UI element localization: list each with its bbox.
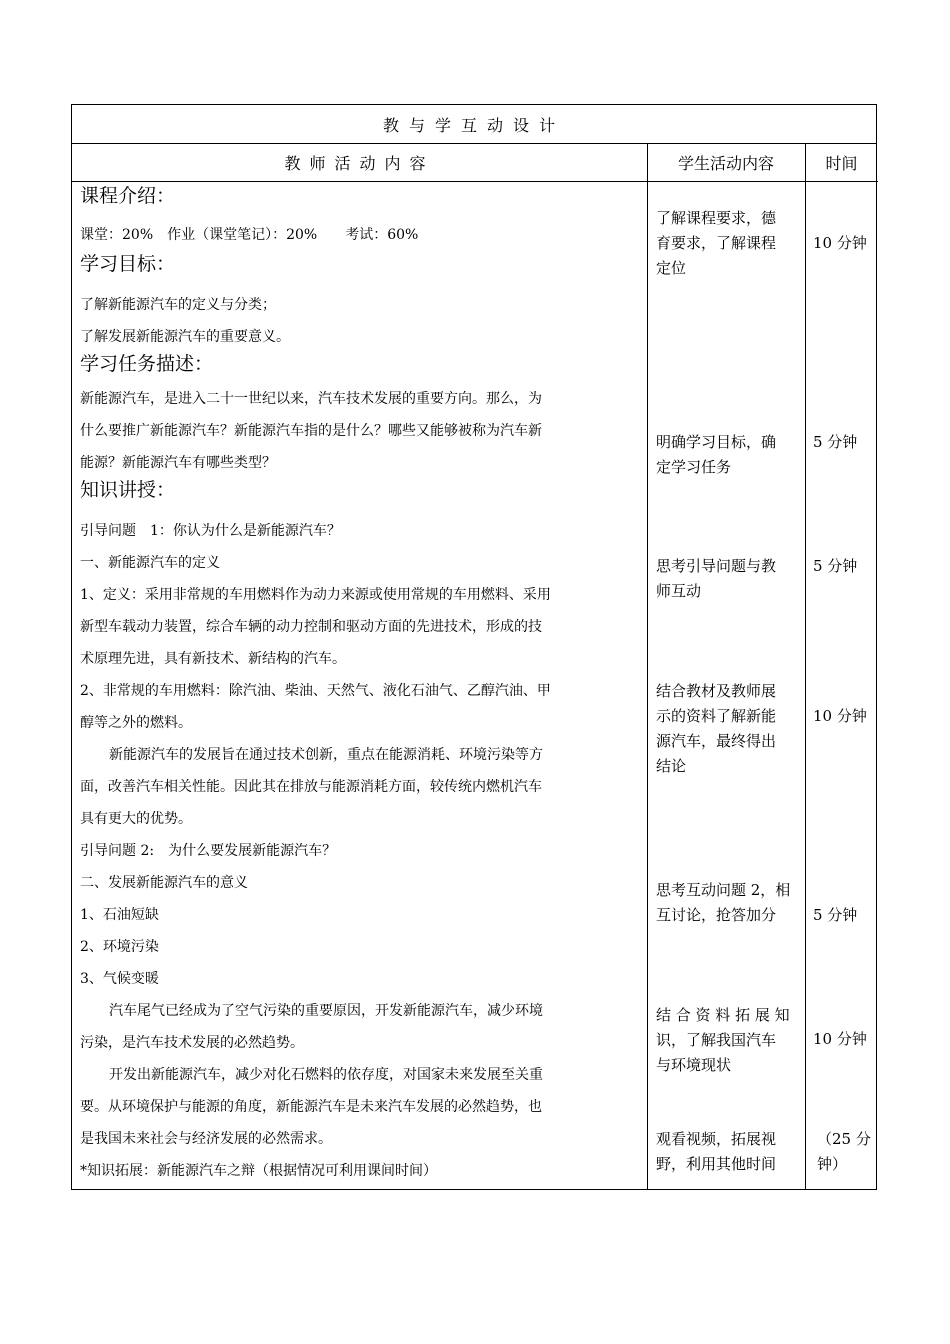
section-title: 一、新能源汽车的定义	[80, 555, 220, 571]
student-activity: 思考互动问题 2，相 互讨论，抢答加分	[656, 881, 791, 924]
column-divider	[647, 143, 648, 1189]
list-item: 3、气候变暖	[80, 971, 159, 987]
header-time: 时间	[805, 143, 878, 182]
list-item: 2、环境污染	[80, 939, 159, 955]
teacher-activity-content	[80, 181, 640, 1187]
paragraph-line: 1、定义：采用非常规的车用燃料作为动力来源或使用常规的车用燃料、采用	[80, 587, 551, 603]
time-cell: 10 分钟	[813, 234, 867, 252]
paragraph-line: 醇等之外的燃料。	[80, 715, 192, 731]
time-cell: 5 分钟	[813, 433, 858, 451]
student-activity: 明确学习目标，确 定学习任务	[656, 433, 777, 476]
goal-item: 了解新能源汽车的定义与分类；	[80, 297, 276, 313]
heading-knowledge: 知识讲授：	[80, 479, 176, 501]
paragraph-line: 术原理先进，具有新技术、新结构的汽车。	[80, 651, 346, 667]
student-activity: 了解课程要求，德 育要求，了解课程 定位	[656, 209, 777, 277]
student-activity: 观看视频，拓展视 野，利用其他时间	[656, 1130, 777, 1173]
paragraph-line: 面，改善汽车相关性能。因此其在排放与能源消耗方面，较传统内燃机汽车	[80, 779, 542, 795]
time-cell: 5 分钟	[813, 906, 858, 924]
paragraph-line: 新型车载动力装置，综合车辆的动力控制和驱动方面的先进技术，形成的技	[80, 619, 542, 635]
time-cell: 10 分钟	[813, 1030, 867, 1048]
paragraph-line: 具有更大的优势。	[80, 811, 192, 827]
knowledge-extension: *知识拓展：新能源汽车之辩（根据情况可利用课间时间）	[80, 1163, 437, 1179]
student-activity: 结合教材及教师展 示的资料了解新能 源汽车，最终得出 结论	[656, 682, 777, 775]
time-cell: （25 分 钟）	[817, 1130, 871, 1173]
table-title: 教与学互动设计	[72, 105, 876, 144]
paragraph-line: 2、非常规的车用燃料：除汽油、柴油、天然气、液化石油气、乙醇汽油、甲	[80, 683, 551, 699]
goal-item: 了解发展新能源汽车的重要意义。	[80, 329, 290, 345]
time-cell: 10 分钟	[813, 707, 867, 725]
paragraph-line: 什么要推广新能源汽车？新能源汽车指的是什么？哪些又能够被称为汽车新	[80, 423, 542, 439]
paragraph-line: 是我国未来社会与经济发展的必然需求。	[80, 1131, 332, 1147]
time-cell: 5 分钟	[813, 557, 858, 575]
paragraph-line: 要。从环境保护与能源的角度，新能源汽车是未来汽车发展的必然趋势，也	[80, 1099, 542, 1115]
paragraph-line: 能源？新能源汽车有哪些类型？	[80, 455, 276, 471]
guiding-question: 引导问题 1：你认为什么是新能源汽车？	[80, 523, 341, 539]
paragraph-line: 新能源汽车的发展旨在通过技术创新，重点在能源消耗、环境污染等方	[109, 747, 543, 763]
paragraph-line: 开发出新能源汽车，减少对化石燃料的依存度，对国家未来发展至关重	[109, 1067, 543, 1083]
paragraph-line: 污染，是汽车技术发展的必然趋势。	[80, 1035, 304, 1051]
student-activity: 结 合 资 料 拓 展 知 识，了解我国汽车 与环境现状	[656, 1006, 790, 1074]
section-title: 二、发展新能源汽车的意义	[80, 875, 248, 891]
list-item: 1、石油短缺	[80, 907, 159, 923]
student-activity: 思考引导问题与教 师互动	[656, 557, 777, 600]
column-divider	[805, 143, 806, 1189]
course-intro-text: 课堂：20% 作业（课堂笔记）：20% 考试：60%	[80, 227, 419, 243]
header-teacher-activity: 教师活动内容	[72, 143, 647, 182]
guiding-question: 引导问题 2: 为什么要发展新能源汽车？	[80, 843, 337, 859]
paragraph-line: 新能源汽车，是进入二十一世纪以来，汽车技术发展的重要方向。那么，为	[80, 391, 542, 407]
heading-goals: 学习目标：	[80, 253, 176, 275]
header-student-activity: 学生活动内容	[647, 143, 805, 182]
heading-task: 学习任务描述：	[80, 353, 214, 375]
paragraph-line: 汽车尾气已经成为了空气污染的重要原因，开发新能源汽车，减少环境	[109, 1003, 543, 1019]
interaction-design-table	[71, 104, 877, 1190]
heading-course-intro: 课程介绍：	[80, 185, 176, 207]
